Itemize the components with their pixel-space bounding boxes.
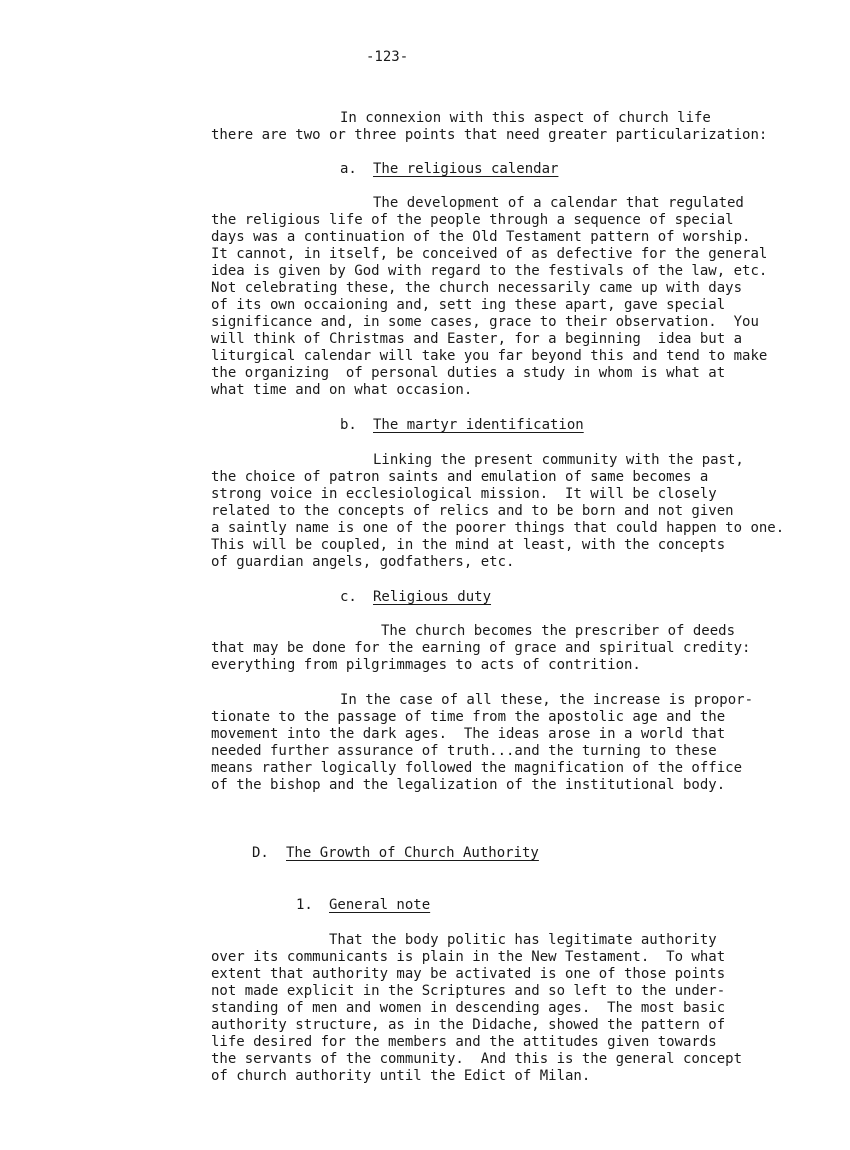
section-marker: 1. — [296, 897, 313, 913]
text-line: liturgical calendar will take you far beyond this and tend to make — [211, 348, 768, 364]
text-line: This will be coupled, in the mind at least, with the concepts — [211, 537, 726, 553]
text-line: idea is given by God with regard to the festivals of the law, etc. — [211, 263, 768, 279]
section-marker: b. — [340, 417, 357, 433]
text-line: means rather logically followed the magnification of the office — [211, 760, 743, 776]
section-heading: The martyr identification — [373, 417, 584, 433]
text-line: of the bishop and the legalization of the institutional body. — [211, 777, 726, 793]
text-line: needed further assurance of truth...and the turning to these — [211, 743, 717, 759]
text-line: authority structure, as in the Didache, showed the pattern of — [211, 1017, 726, 1033]
text-line: significance and, in some cases, grace to their observation. You — [211, 314, 759, 330]
section-heading: Religious duty — [373, 589, 492, 605]
major-section-heading: The Growth of Church Authority — [286, 845, 539, 861]
text-line: strong voice in ecclesiological mission. It will be closely — [211, 486, 717, 502]
text-line: the servants of the community. And this is the general concept — [211, 1051, 743, 1067]
text-line: tionate to the passage of time from the apostolic age and the — [211, 709, 726, 725]
text-line: what time and on what occasion. — [211, 382, 473, 398]
section-heading: The religious calendar — [373, 161, 559, 177]
text-line: The development of a calendar that regulated — [373, 195, 744, 211]
text-line: standing of men and women in descending ages. The most basic — [211, 1000, 726, 1016]
text-line: over its communicants is plain in the New Testament. To what — [211, 949, 726, 965]
text-line: everything from pilgrimmages to acts of contrition. — [211, 657, 641, 673]
section-marker: D. — [252, 845, 269, 861]
text-line: there are two or three points that need greater particularization: — [211, 127, 768, 143]
text-line: life desired for the members and the attitudes given towards — [211, 1034, 717, 1050]
text-line: will think of Christmas and Easter, for a beginning idea but a — [211, 331, 743, 347]
text-line: movement into the dark ages. The ideas arose in a world that — [211, 726, 726, 742]
text-line: not made explicit in the Scriptures and so left to the under- — [211, 983, 726, 999]
text-line: extent that authority may be activated is one of those points — [211, 966, 726, 982]
text-line: of guardian angels, godfathers, etc. — [211, 554, 515, 570]
page-number: -123- — [366, 49, 409, 65]
text-line: Linking the present community with the past, — [373, 452, 744, 468]
text-line: a saintly name is one of the poorer things that could happen to one. — [211, 520, 785, 536]
text-line: of church authority until the Edict of Milan. — [211, 1068, 591, 1084]
text-line: related to the concepts of relics and to be born and not given — [211, 503, 734, 519]
text-line: the choice of patron saints and emulation of same becomes a — [211, 469, 709, 485]
text-line: the religious life of the people through a sequence of special — [211, 212, 734, 228]
text-line: In the case of all these, the increase is propor- — [340, 692, 754, 708]
text-line: that may be done for the earning of grace and spiritual credity: — [211, 640, 751, 656]
text-line: That the body politic has legitimate authority — [329, 932, 717, 948]
text-line: of its own occaioning and, sett ing these apart, gave special — [211, 297, 726, 313]
text-line: Not celebrating these, the church necessarily came up with days — [211, 280, 743, 296]
text-line: The church becomes the prescriber of deeds — [381, 623, 736, 639]
text-line: the organizing of personal duties a study in whom is what at — [211, 365, 726, 381]
text-line: It cannot, in itself, be conceived of as defective for the general — [211, 246, 768, 262]
subsection-heading: General note — [329, 897, 431, 913]
text-line: In connexion with this aspect of church life — [340, 110, 711, 126]
section-marker: a. — [340, 161, 357, 177]
section-marker: c. — [340, 589, 357, 605]
text-line: days was a continuation of the Old Testament pattern of worship. — [211, 229, 751, 245]
